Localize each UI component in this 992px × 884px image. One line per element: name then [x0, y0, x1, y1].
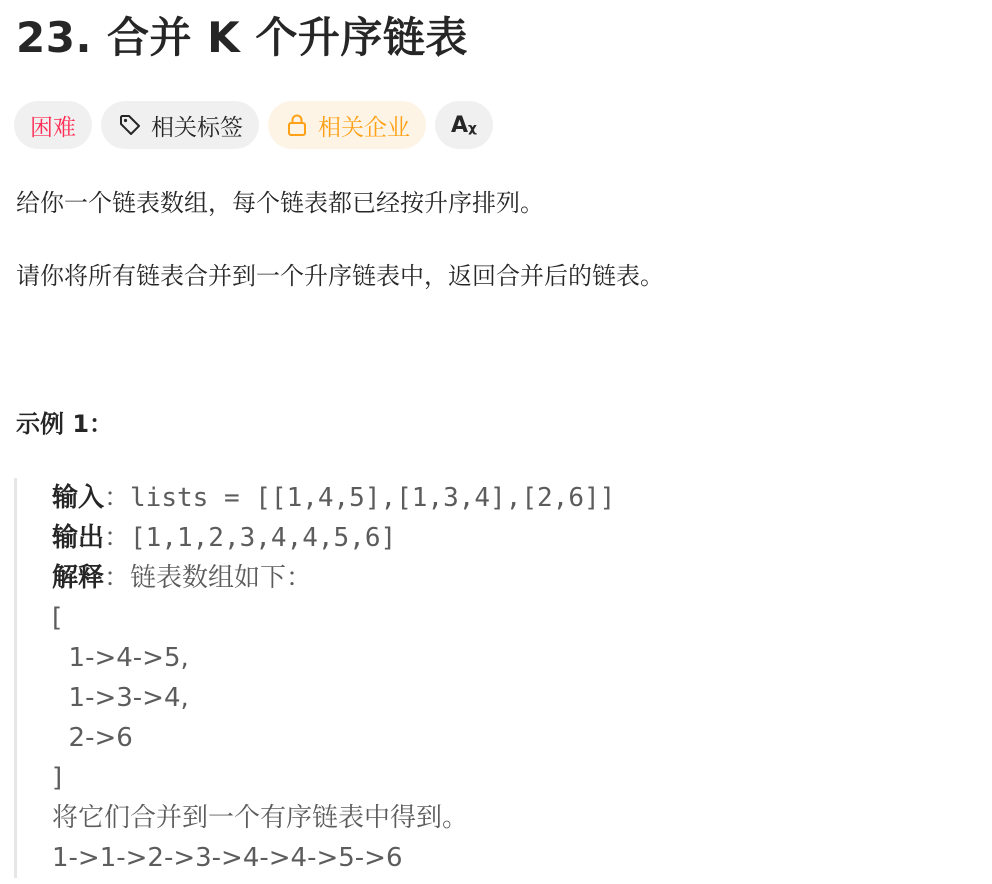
explain-label: 解释	[52, 563, 105, 593]
difficulty-badge[interactable]	[14, 101, 92, 149]
explain-separator: ：	[104, 563, 131, 593]
example-result: 1->1->2->3->4->4->5->6	[52, 843, 403, 873]
description-paragraph-1: 给你一个链表数组，每个链表都已经按升序排列。	[16, 189, 544, 217]
example-block	[14, 478, 977, 878]
example-explain-line	[52, 558, 312, 598]
lock-icon	[284, 112, 310, 138]
example-input-line	[52, 478, 615, 518]
translate-button[interactable]	[435, 101, 493, 149]
difficulty-label: 困难	[30, 114, 76, 141]
example-after-text: 将它们合并到一个有序链表中得到。	[52, 803, 469, 833]
input-value: lists = [[1,4,5],[1,3,4],[2,6]]	[130, 483, 616, 513]
description-paragraph-2: 请你将所有链表合并到一个升序链表中，返回合并后的链表。	[16, 262, 664, 290]
example-list-line: 1->4->5,	[52, 643, 189, 673]
tag-icon	[117, 112, 143, 138]
example-list-line: 2->6	[52, 723, 133, 753]
related-tags-button[interactable]	[101, 101, 259, 149]
related-tags-label: 相关标签	[151, 114, 243, 141]
related-companies-label: 相关企业	[318, 114, 410, 141]
tag-row	[14, 101, 493, 149]
example-heading: 示例 1：	[16, 410, 114, 438]
translate-icon: Aᵪ	[451, 112, 477, 138]
output-label: 输出	[52, 523, 105, 553]
explain-value: 链表数组如下：	[130, 563, 313, 593]
related-companies-button[interactable]	[268, 101, 426, 149]
example-list-line: 1->3->4,	[52, 683, 189, 713]
output-value: [1,1,2,3,4,4,5,6]	[130, 523, 397, 553]
example-list-line: [	[52, 603, 63, 633]
output-separator: ：	[104, 523, 131, 553]
example-list-line: ]	[52, 763, 63, 793]
input-separator: ：	[104, 483, 131, 513]
input-label: 输入	[52, 483, 105, 513]
example-output-line	[52, 518, 396, 558]
problem-title: 23. 合并 K 个升序链表	[16, 13, 468, 62]
